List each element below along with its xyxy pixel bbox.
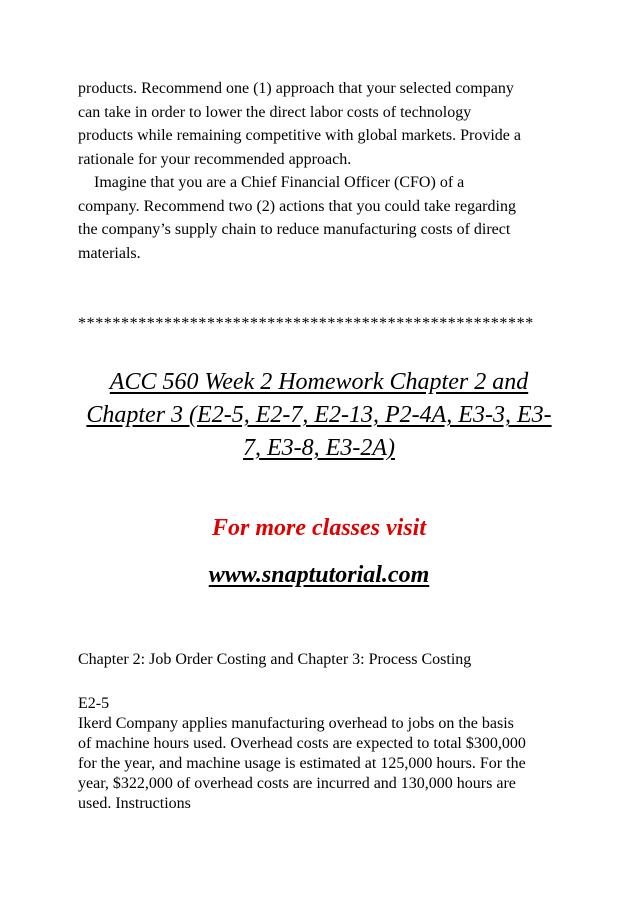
exercise-line: for the year, and machine usage is estimated at 125,000 hours. For the (78, 755, 526, 772)
intro-line: the company’s supply chain to reduce manufacturing costs of direct (78, 221, 511, 238)
website-link[interactable]: www.snaptutorial.com (208, 562, 430, 588)
exercise-block (78, 694, 564, 814)
intro-line: can take in order to lower the direct labor costs of technology (78, 103, 472, 121)
intro-line: Imagine that you are a Chief Financial Officer (CFO) of a (94, 174, 465, 191)
exercise-line: year, $322,000 of overhead costs are incurred and 130,000 hours are (78, 775, 516, 792)
heading-line: ACC 560 Week 2 Homework Chapter 2 and (109, 369, 529, 395)
chapter-title: Chapter 2: Job Order Costing and Chapter 3: Process Costing (78, 651, 472, 668)
intro-line: company. Recommend two (2) actions that you could take regarding (78, 197, 516, 215)
exercise-line: Ikerd Company applies manufacturing overhead to jobs on the basis (78, 715, 514, 732)
exercise-id: E2-5 (78, 695, 110, 712)
heading-line: Chapter 3 (E2-5, E2-7, E2-13, P2-4A, E3-3, E3- (86, 402, 552, 428)
exercise-line: used. Instructions (78, 795, 191, 812)
intro-line: materials. (78, 244, 141, 262)
intro-line: rationale for your recommended approach. (78, 150, 352, 168)
heading-line: 7, E3-8, E3-2A) (243, 435, 395, 461)
promo-text: For more classes visit (212, 515, 426, 541)
intro-paragraphs (78, 77, 558, 265)
exercise-line: of machine hours used. Overhead costs are expected to total $300,000 (78, 735, 526, 752)
course-heading (60, 366, 578, 465)
intro-line: products while remaining competitive with global markets. Provide a (78, 127, 522, 144)
intro-line: products. Recommend one (1) approach that your selected company (78, 80, 514, 97)
asterisk-separator: ***************************************************** (78, 315, 534, 332)
